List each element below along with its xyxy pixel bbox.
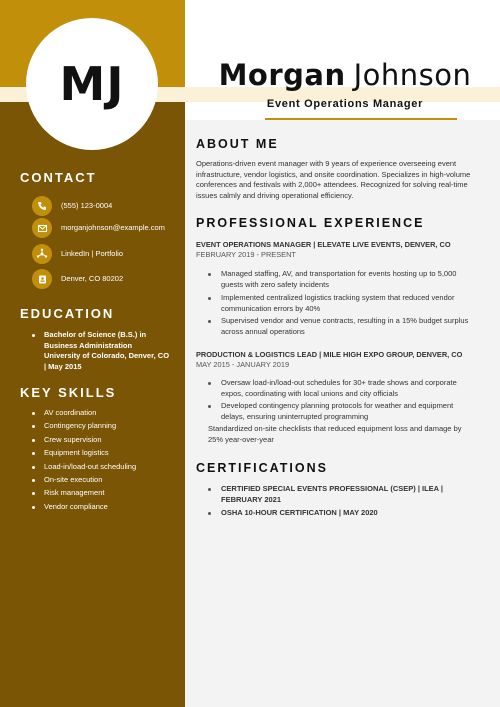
address-text: Denver, CO 80202 [61,274,124,283]
network-icon [32,244,52,264]
job-title: EVENT OPERATIONS MANAGER | ELEVATE LIVE EVENTS, DENVER, CO [196,240,451,249]
title-divider [265,118,457,120]
bullet-dot [32,334,35,337]
job-dates: FEBRUARY 2019 - PRESENT [196,250,296,259]
job-dates: MAY 2015 - JANUARY 2019 [196,360,290,369]
education-heading: EDUCATION [20,306,115,321]
skill-item: Load-in/load-out scheduling [32,462,172,475]
job-note: Standardized on-site checklists that reduced equipment loss and damage by 25% year-over-year [208,424,462,444]
skill-item: Equipment logistics [32,448,172,461]
contact-links[interactable] [32,244,173,264]
certifications-heading: CERTIFICATIONS [196,461,328,475]
links-text: LinkedIn | Portfolio [61,249,123,258]
skills-heading: KEY SKILLS [20,385,117,400]
education-entry [32,330,172,372]
certification-item: CERTIFIED SPECIAL EVENTS PROFESSIONAL (CSEP) | ILEA | FEBRUARY 2021 [208,484,478,505]
phone-icon [32,196,52,216]
contact-phone[interactable] [32,196,173,216]
contact-address [32,269,173,289]
experience-heading: PROFESSIONAL EXPERIENCE [196,216,425,230]
contact-heading: CONTACT [20,170,97,185]
skill-item: Contingency planning [32,421,172,434]
phone-text: (555) 123-0004 [61,201,113,210]
certification-item: OSHA 10-HOUR CERTIFICATION | MAY 2020 [208,508,478,519]
skill-item: AV coordination [32,408,172,421]
job-bullet: Supervised vendor and venue contracts, resulting in a 15% budget surplus across annual operations [208,316,478,337]
job-bullet: Implemented centralized logistics tracking system that reduced vendor communication errors by 40% [208,293,478,314]
job-title: PRODUCTION & LOGISTICS LEAD | MILE HIGH EXPO GROUP, DENVER, CO [196,350,463,359]
job-title-subtitle: Event Operations Manager [266,98,424,110]
skill-item: On-site execution [32,475,172,488]
skill-item: Vendor compliance [32,502,172,515]
job-bullet: Developed contingency planning protocols for weather and equipment delays, ensuring uninterrupted programming [208,401,478,422]
initials-avatar [26,18,158,150]
job-bullet: Oversaw load-in/load-out schedules for 30+ trade shows and corporate expos, coordinating with local unions and city officials [208,378,478,399]
about-heading: ABOUT ME [196,137,279,151]
skills-list [32,408,172,515]
skill-item: Risk management [32,488,172,501]
first-name: Morgan [218,58,346,92]
email-text: morganjohnson@example.com [61,223,165,232]
job-bullet: Managed staffing, AV, and transportation for events hosting up to 5,000 guests with zero safety incidents [208,269,478,290]
id-card-icon [32,269,52,289]
last-name: Johnson [353,58,472,92]
degree: Bachelor of Science (B.S.) in Business Administration [44,330,147,350]
envelope-icon [32,218,52,238]
contact-email[interactable] [32,218,173,238]
about-text: Operations-driven event manager with 9 years of experience overseeing event infrastructure, vendor logistics, and onsite coordination. Specializes in high-volume conferences and festivals with 2,000+ attendees. Recognized for solving real-time issues calmly and driving operational efficiency. [196,159,471,200]
school: University of Colorado, Denver, CO | May 2015 [44,351,170,371]
skill-item: Crew supervision [32,435,172,448]
full-name [190,58,500,92]
initials: MJ [59,57,125,111]
